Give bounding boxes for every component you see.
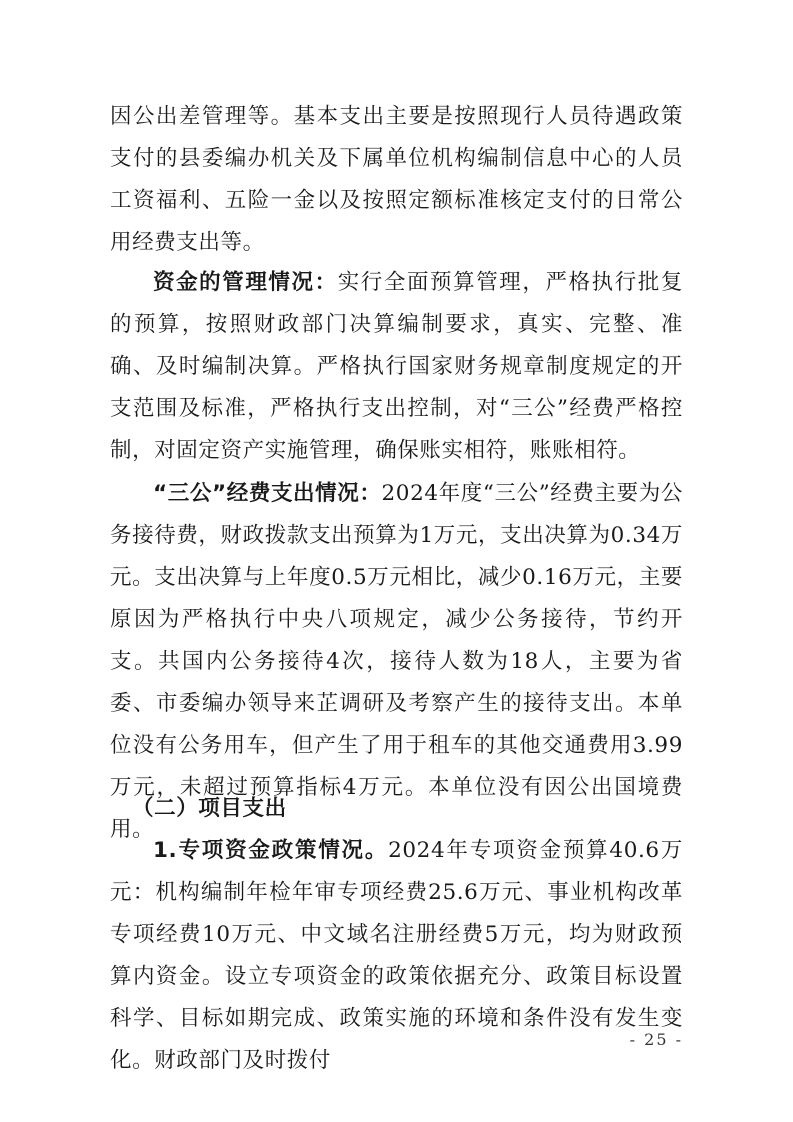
paragraph-lead: 1.专项资金政策情况。 <box>153 838 389 863</box>
paragraph-lead: 资金的管理情况： <box>153 270 338 295</box>
paragraph-special-fund-policy <box>110 830 683 1082</box>
paragraph-text: 实行全面预算管理，严格执行批复的预算，按照财政部门决算编制要求，真实、完整、准确、及时编制决算。严格执行国家财务规章制度规定的开支范围及标准，严格执行支出控制，对“三公”经费严格控制，对固定资产实施管理，确保账实相符，账账相符。 <box>110 270 683 463</box>
paragraph-text: 2024年专项资金预算40.6万元：机构编制年检年审专项经费25.6万元、事业机构改革专项经费10万元、中文域名注册经费5万元，均为财政预算内资金。设立专项资金的政策依据充分、政策目标设置科学、目标如期完成、政策实施的环境和条件没有发生变化。财政部门及时拨付 <box>110 838 683 1073</box>
paragraph-fund-management <box>110 262 683 472</box>
paragraph-lead: “三公”经费支出情况： <box>153 481 382 506</box>
paragraph-text: 因公出差管理等。基本支出主要是按照现行人员待遇政策支付的县委编办机关及下属单位机构编制信息中心的人员工资福利、五险一金以及按照定额标准核定支付的日常公用经费支出等。 <box>110 104 683 255</box>
page-number: - 25 - <box>629 1030 683 1049</box>
paragraph-text: 2024年度“三公”经费主要为公务接待费，财政拨款支出预算为1万元，支出决算为0.34万元。支出决算与上年度0.5万元相比，减少0.16万元，主要原因为严格执行中央八项规定，减少公务接待，节约开支。共国内公务接待4次，接待人数为18人，主要为省委、市委编办领导来芷调研及考察产生的接待支出。本单位没有公务用车，但产生了用于租车的其他交通费用3.99万元，未超过预算指标4万元。本单位没有因公出国境费用。 <box>110 481 683 842</box>
section-heading: （二）项目支出 <box>132 796 287 821</box>
paragraph-basic-expenditure <box>110 96 683 264</box>
